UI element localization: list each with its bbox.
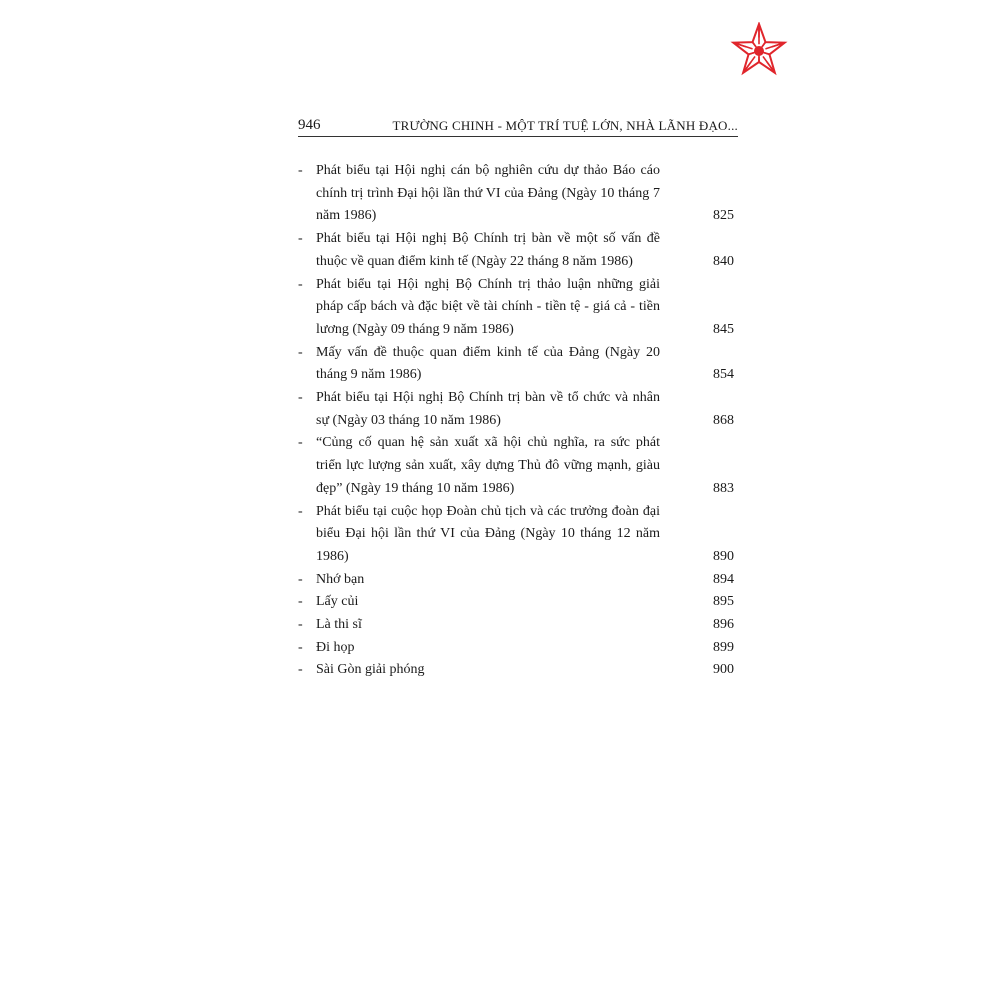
entry-title: Sài Gòn giải phóng — [316, 662, 425, 678]
entry-title: Phát biểu tại Hội nghị cán bộ nghiên cứu dự thảo Báo cáo chính trị trình Đại hội lần thứ VI của Đảng (Ngày 10 tháng 7 năm 1986) — [316, 163, 660, 224]
entry-page-number: 900 — [713, 662, 734, 678]
entry-dash: - — [298, 344, 303, 360]
toc-entry — [298, 659, 738, 682]
entry-title: Đi họp — [316, 639, 355, 655]
entry-dash: - — [298, 639, 303, 655]
entry-title: Lấy củi — [316, 594, 359, 610]
toc-entry — [298, 387, 738, 432]
toc-entry — [298, 228, 738, 273]
toc-entry — [298, 637, 738, 660]
toc-entry — [298, 274, 738, 342]
entry-page-number: 890 — [713, 548, 734, 564]
entry-title: “Củng cố quan hệ sản xuất xã hội chủ nghĩa, ra sức phát triển lực lượng sản xuất, xây dựng Thủ đô vững mạnh, giàu đẹp” (Ngày 19 tháng 10 năm 1986) — [316, 435, 660, 496]
entry-dash: - — [298, 662, 303, 678]
entry-page-number: 840 — [713, 253, 734, 269]
toc-entry — [298, 432, 738, 500]
entry-page-number: 883 — [713, 480, 734, 496]
toc-entry — [298, 591, 738, 614]
entry-dash: - — [298, 617, 303, 633]
entry-dash: - — [298, 594, 303, 610]
running-title: TRƯỜNG CHINH - MỘT TRÍ TUỆ LỚN, NHÀ LÃNH ĐẠO... — [392, 118, 738, 133]
entry-page-number: 894 — [713, 571, 734, 587]
entry-dash: - — [298, 276, 303, 292]
entry-page-number: 899 — [713, 639, 734, 655]
entry-dash: - — [298, 571, 303, 587]
entry-title: Phát biểu tại Hội nghị Bộ Chính trị bàn về một số vấn đề thuộc về quan điểm kinh tế (Ngày 22 tháng 8 năm 1986) — [316, 231, 660, 269]
entry-page-number: 854 — [713, 367, 734, 383]
page-header — [298, 116, 738, 137]
red-star-publisher-logo-icon — [729, 22, 789, 80]
entry-page-number: 825 — [713, 208, 734, 224]
entry-page-number: 845 — [713, 321, 734, 337]
table-of-contents — [298, 160, 738, 682]
entry-title: Nhớ bạn — [316, 571, 365, 587]
entry-page-number: 895 — [713, 594, 734, 610]
toc-entry — [298, 501, 738, 569]
entry-dash: - — [298, 163, 303, 178]
entry-title: Phát biểu tại Hội nghị Bộ Chính trị bàn về tổ chức và nhân sự (Ngày 03 tháng 10 năm 1986) — [316, 390, 660, 428]
page-number: 946 — [298, 117, 321, 133]
entry-dash: - — [298, 231, 303, 247]
entry-title: Mấy vấn đề thuộc quan điểm kinh tế của Đảng (Ngày 20 tháng 9 năm 1986) — [316, 344, 660, 383]
entry-title: Phát biểu tại Hội nghị Bộ Chính trị thảo luận những giải pháp cấp bách và đặc biệt về tài chính - tiền tệ - giá cả - tiền lương (Ngày 09 tháng 9 năm 1986) — [316, 276, 660, 337]
toc-entry — [298, 569, 738, 592]
entry-title: Phát biểu tại cuộc họp Đoàn chủ tịch và các trưởng đoàn đại biểu Đại hội lần thứ VI của Đảng (Ngày 10 tháng 12 năm 1986) — [316, 503, 660, 564]
entry-title: Là thi sĩ — [316, 617, 362, 633]
toc-entry — [298, 160, 738, 228]
entry-dash: - — [298, 435, 303, 451]
entry-page-number: 868 — [713, 412, 734, 428]
entry-dash: - — [298, 503, 303, 519]
entry-dash: - — [298, 390, 303, 406]
toc-entry — [298, 614, 738, 637]
toc-entry — [298, 342, 738, 387]
entry-page-number: 896 — [713, 617, 734, 633]
